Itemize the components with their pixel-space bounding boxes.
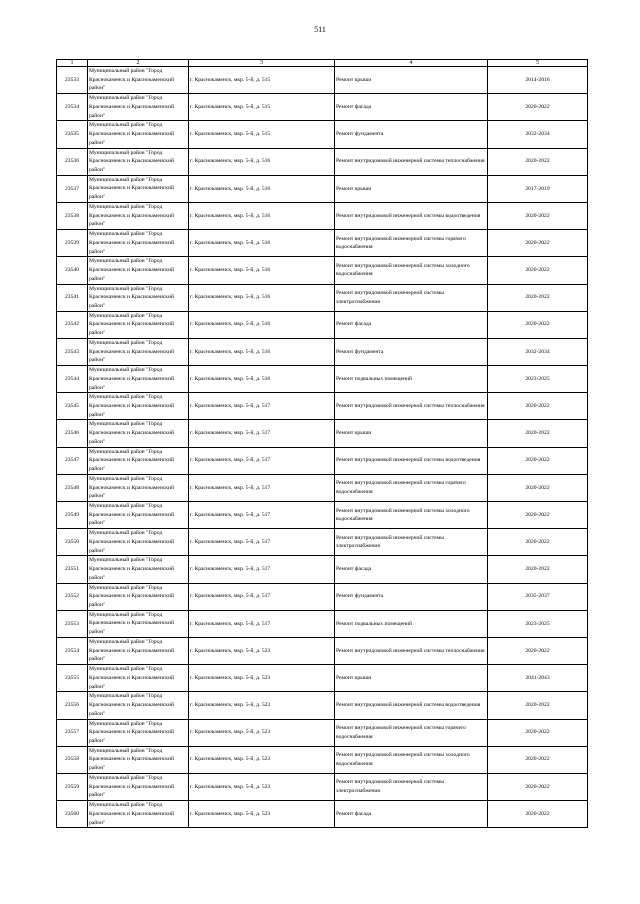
period-cell: 2032-2034 — [488, 121, 588, 148]
row-number-cell: 23536 — [57, 148, 88, 175]
period-cell: 2020-2022 — [488, 230, 588, 257]
table-row — [57, 665, 588, 692]
address-cell: г. Краснокаменск, мкр. 5-й, д. 516 — [189, 202, 335, 229]
period-cell: 2020-2022 — [488, 719, 588, 746]
address-cell: г. Краснокаменск, мкр. 5-й, д. 516 — [189, 148, 335, 175]
period-cell: 2023-2025 — [488, 610, 588, 637]
address-cell: г. Краснокаменск, мкр. 5-й, д. 516 — [189, 311, 335, 338]
address-cell: г. Краснокаменск, мкр. 5-й, д. 523 — [189, 665, 335, 692]
work-type-cell: Ремонт внутридомовой инженерной системы электроснабжения — [335, 284, 488, 311]
address-cell: г. Краснокаменск, мкр. 5-й, д. 515 — [189, 67, 335, 94]
work-type-cell: Ремонт внутридомовой инженерной системы горячего водоснабжения — [335, 719, 488, 746]
address-cell: г. Краснокаменск, мкр. 5-й, д. 517 — [189, 420, 335, 447]
period-cell: 2020-2022 — [488, 474, 588, 501]
municipality-cell: Муниципальный район "Город Краснокаменск и Краснокаменский район" — [88, 773, 189, 800]
municipality-cell: Муниципальный район "Город Краснокаменск и Краснокаменский район" — [88, 311, 189, 338]
row-number-cell: 23533 — [57, 67, 88, 94]
address-cell: г. Краснокаменск, мкр. 5-й, д. 523 — [189, 719, 335, 746]
repair-schedule-table — [56, 59, 588, 828]
period-cell: 2020-2022 — [488, 284, 588, 311]
table-row — [57, 610, 588, 637]
work-type-cell: Ремонт внутридомовой инженерной системы холодного водоснабжения — [335, 746, 488, 773]
row-number-cell: 23537 — [57, 175, 88, 202]
period-cell: 2023-2025 — [488, 366, 588, 393]
work-type-cell: Ремонт внутридомовой инженерной системы теплоснабжения — [335, 148, 488, 175]
table-row — [57, 284, 588, 311]
work-type-cell: Ремонт внутридомовой инженерной системы теплоснабжения — [335, 637, 488, 664]
table-row — [57, 148, 588, 175]
address-cell: г. Краснокаменск, мкр. 5-й, д. 517 — [189, 502, 335, 529]
period-cell: 2020-2022 — [488, 311, 588, 338]
row-number-cell: 23555 — [57, 665, 88, 692]
row-number-cell: 23556 — [57, 692, 88, 719]
table-row — [57, 801, 588, 828]
row-number-cell: 23541 — [57, 284, 88, 311]
work-type-cell: Ремонт крыши — [335, 67, 488, 94]
row-number-cell: 23539 — [57, 230, 88, 257]
work-type-cell: Ремонт внутридомовой инженерной системы водоотведения — [335, 692, 488, 719]
address-cell: г. Краснокаменск, мкр. 5-й, д. 517 — [189, 393, 335, 420]
address-cell: г. Краснокаменск, мкр. 5-й, д. 517 — [189, 610, 335, 637]
municipality-cell: Муниципальный район "Город Краснокаменск и Краснокаменский район" — [88, 284, 189, 311]
municipality-cell: Муниципальный район "Город Краснокаменск и Краснокаменский район" — [88, 692, 189, 719]
row-number-cell: 23534 — [57, 94, 88, 121]
period-cell: 2035-2037 — [488, 583, 588, 610]
column-header-2: 2 — [88, 60, 189, 67]
table-row — [57, 67, 588, 94]
address-cell: г. Краснокаменск, мкр. 5-й, д. 517 — [189, 529, 335, 556]
municipality-cell: Муниципальный район "Город Краснокаменск и Краснокаменский район" — [88, 148, 189, 175]
period-cell: 2014-2016 — [488, 67, 588, 94]
row-number-cell: 23557 — [57, 719, 88, 746]
column-header-3: 3 — [189, 60, 335, 67]
table-row — [57, 202, 588, 229]
row-number-cell: 23559 — [57, 773, 88, 800]
municipality-cell: Муниципальный район "Город Краснокаменск и Краснокаменский район" — [88, 801, 189, 828]
period-cell: 2020-2022 — [488, 257, 588, 284]
work-type-cell: Ремонт фасада — [335, 801, 488, 828]
period-cell: 2020-2022 — [488, 94, 588, 121]
work-type-cell: Ремонт фасада — [335, 94, 488, 121]
municipality-cell: Муниципальный район "Город Краснокаменск и Краснокаменский район" — [88, 175, 189, 202]
address-cell: г. Краснокаменск, мкр. 5-й, д. 516 — [189, 175, 335, 202]
municipality-cell: Муниципальный район "Город Краснокаменск и Краснокаменский район" — [88, 202, 189, 229]
municipality-cell: Муниципальный район "Город Краснокаменск и Краснокаменский район" — [88, 665, 189, 692]
municipality-cell: Муниципальный район "Город Краснокаменск и Краснокаменский район" — [88, 447, 189, 474]
address-cell: г. Краснокаменск, мкр. 5-й, д. 523 — [189, 637, 335, 664]
row-number-cell: 23538 — [57, 202, 88, 229]
table-row — [57, 121, 588, 148]
table-body — [57, 67, 588, 828]
work-type-cell: Ремонт крыши — [335, 665, 488, 692]
period-cell: 2020-2022 — [488, 202, 588, 229]
municipality-cell: Муниципальный район "Город Краснокаменск и Краснокаменский район" — [88, 67, 189, 94]
period-cell: 2020-2022 — [488, 502, 588, 529]
table-row — [57, 474, 588, 501]
period-cell: 2020-2022 — [488, 529, 588, 556]
address-cell: г. Краснокаменск, мкр. 5-й, д. 516 — [189, 338, 335, 365]
column-header-4: 4 — [335, 60, 488, 67]
table-row — [57, 746, 588, 773]
period-cell: 2020-2022 — [488, 148, 588, 175]
period-cell: 2020-2022 — [488, 393, 588, 420]
address-cell: г. Краснокаменск, мкр. 5-й, д. 516 — [189, 230, 335, 257]
table-row — [57, 311, 588, 338]
municipality-cell: Муниципальный район "Город Краснокаменск и Краснокаменский район" — [88, 637, 189, 664]
table-row — [57, 773, 588, 800]
work-type-cell: Ремонт внутридомовой инженерной системы электроснабжения — [335, 529, 488, 556]
table-row — [57, 94, 588, 121]
municipality-cell: Муниципальный район "Город Краснокаменск и Краснокаменский район" — [88, 94, 189, 121]
work-type-cell: Ремонт внутридомовой инженерной системы водоотведения — [335, 447, 488, 474]
address-cell: г. Краснокаменск, мкр. 5-й, д. 523 — [189, 773, 335, 800]
header-row — [57, 60, 588, 67]
row-number-cell: 23560 — [57, 801, 88, 828]
page-number: 511 — [314, 25, 326, 34]
municipality-cell: Муниципальный район "Город Краснокаменск и Краснокаменский район" — [88, 610, 189, 637]
row-number-cell: 23554 — [57, 637, 88, 664]
address-cell: г. Краснокаменск, мкр. 5-й, д. 523 — [189, 692, 335, 719]
address-cell: г. Краснокаменск, мкр. 5-й, д. 515 — [189, 94, 335, 121]
work-type-cell: Ремонт подвальных помещений — [335, 610, 488, 637]
row-number-cell: 23548 — [57, 474, 88, 501]
table-row — [57, 529, 588, 556]
row-number-cell: 23544 — [57, 366, 88, 393]
municipality-cell: Муниципальный район "Город Краснокаменск и Краснокаменский район" — [88, 338, 189, 365]
municipality-cell: Муниципальный район "Город Краснокаменск и Краснокаменский район" — [88, 746, 189, 773]
work-type-cell: Ремонт фасада — [335, 556, 488, 583]
address-cell: г. Краснокаменск, мкр. 5-й, д. 516 — [189, 257, 335, 284]
table-row — [57, 719, 588, 746]
municipality-cell: Муниципальный район "Город Краснокаменск и Краснокаменский район" — [88, 502, 189, 529]
municipality-cell: Муниципальный район "Город Краснокаменск и Краснокаменский район" — [88, 583, 189, 610]
address-cell: г. Краснокаменск, мкр. 5-й, д. 517 — [189, 447, 335, 474]
table-row — [57, 257, 588, 284]
work-type-cell: Ремонт внутридомовой инженерной системы холодного водоснабжения — [335, 257, 488, 284]
period-cell: 2020-2022 — [488, 746, 588, 773]
municipality-cell: Муниципальный район "Город Краснокаменск и Краснокаменский район" — [88, 556, 189, 583]
work-type-cell: Ремонт крыши — [335, 420, 488, 447]
row-number-cell: 23547 — [57, 447, 88, 474]
address-cell: г. Краснокаменск, мкр. 5-й, д. 517 — [189, 556, 335, 583]
row-number-cell: 23549 — [57, 502, 88, 529]
address-cell: г. Краснокаменск, мкр. 5-й, д. 517 — [189, 474, 335, 501]
row-number-cell: 23553 — [57, 610, 88, 637]
row-number-cell: 23540 — [57, 257, 88, 284]
period-cell: 2020-2022 — [488, 773, 588, 800]
work-type-cell: Ремонт фундамента — [335, 121, 488, 148]
table-row — [57, 338, 588, 365]
work-type-cell: Ремонт внутридомовой инженерной системы электроснабжения — [335, 773, 488, 800]
period-cell: 2041-2043 — [488, 665, 588, 692]
municipality-cell: Муниципальный район "Город Краснокаменск и Краснокаменский район" — [88, 230, 189, 257]
municipality-cell: Муниципальный район "Город Краснокаменск и Краснокаменский район" — [88, 420, 189, 447]
period-cell: 2020-2022 — [488, 692, 588, 719]
work-type-cell: Ремонт крыши — [335, 175, 488, 202]
period-cell: 2032-2034 — [488, 338, 588, 365]
table-row — [57, 502, 588, 529]
period-cell: 2017-2019 — [488, 175, 588, 202]
address-cell: г. Краснокаменск, мкр. 5-й, д. 516 — [189, 366, 335, 393]
work-type-cell: Ремонт внутридомовой инженерной системы теплоснабжения — [335, 393, 488, 420]
address-cell: г. Краснокаменск, мкр. 5-й, д. 516 — [189, 284, 335, 311]
column-header-5: 5 — [488, 60, 588, 67]
table-row — [57, 637, 588, 664]
municipality-cell: Муниципальный район "Город Краснокаменск и Краснокаменский район" — [88, 121, 189, 148]
table-row — [57, 366, 588, 393]
row-number-cell: 23552 — [57, 583, 88, 610]
table-row — [57, 175, 588, 202]
table-row — [57, 420, 588, 447]
address-cell: г. Краснокаменск, мкр. 5-й, д. 515 — [189, 121, 335, 148]
work-type-cell: Ремонт подвальных помещений — [335, 366, 488, 393]
address-cell: г. Краснокаменск, мкр. 5-й, д. 523 — [189, 801, 335, 828]
municipality-cell: Муниципальный район "Город Краснокаменск и Краснокаменский район" — [88, 719, 189, 746]
municipality-cell: Муниципальный район "Город Краснокаменск и Краснокаменский район" — [88, 474, 189, 501]
table-row — [57, 556, 588, 583]
table-row — [57, 230, 588, 257]
row-number-cell: 23546 — [57, 420, 88, 447]
table-row — [57, 447, 588, 474]
work-type-cell: Ремонт внутридомовой инженерной системы водоотведения — [335, 202, 488, 229]
table-row — [57, 583, 588, 610]
period-cell: 2020-2022 — [488, 420, 588, 447]
row-number-cell: 23542 — [57, 311, 88, 338]
row-number-cell: 23551 — [57, 556, 88, 583]
period-cell: 2020-2022 — [488, 556, 588, 583]
row-number-cell: 23558 — [57, 746, 88, 773]
row-number-cell: 23543 — [57, 338, 88, 365]
row-number-cell: 23535 — [57, 121, 88, 148]
address-cell: г. Краснокаменск, мкр. 5-й, д. 523 — [189, 746, 335, 773]
column-header-1: 1 — [57, 60, 88, 67]
work-type-cell: Ремонт фундамента — [335, 338, 488, 365]
work-type-cell: Ремонт внутридомовой инженерной системы горячего водоснабжения — [335, 474, 488, 501]
period-cell: 2020-2022 — [488, 801, 588, 828]
work-type-cell: Ремонт внутридомовой инженерной системы горячего водоснабжения — [335, 230, 488, 257]
period-cell: 2020-2022 — [488, 447, 588, 474]
municipality-cell: Муниципальный район "Город Краснокаменск и Краснокаменский район" — [88, 529, 189, 556]
municipality-cell: Муниципальный район "Город Краснокаменск и Краснокаменский район" — [88, 393, 189, 420]
row-number-cell: 23550 — [57, 529, 88, 556]
municipality-cell: Муниципальный район "Город Краснокаменск и Краснокаменский район" — [88, 257, 189, 284]
period-cell: 2020-2022 — [488, 637, 588, 664]
work-type-cell: Ремонт фундамента — [335, 583, 488, 610]
table-row — [57, 393, 588, 420]
work-type-cell: Ремонт фасада — [335, 311, 488, 338]
address-cell: г. Краснокаменск, мкр. 5-й, д. 517 — [189, 583, 335, 610]
row-number-cell: 23545 — [57, 393, 88, 420]
table-row — [57, 692, 588, 719]
municipality-cell: Муниципальный район "Город Краснокаменск и Краснокаменский район" — [88, 366, 189, 393]
work-type-cell: Ремонт внутридомовой инженерной системы холодного водоснабжения — [335, 502, 488, 529]
